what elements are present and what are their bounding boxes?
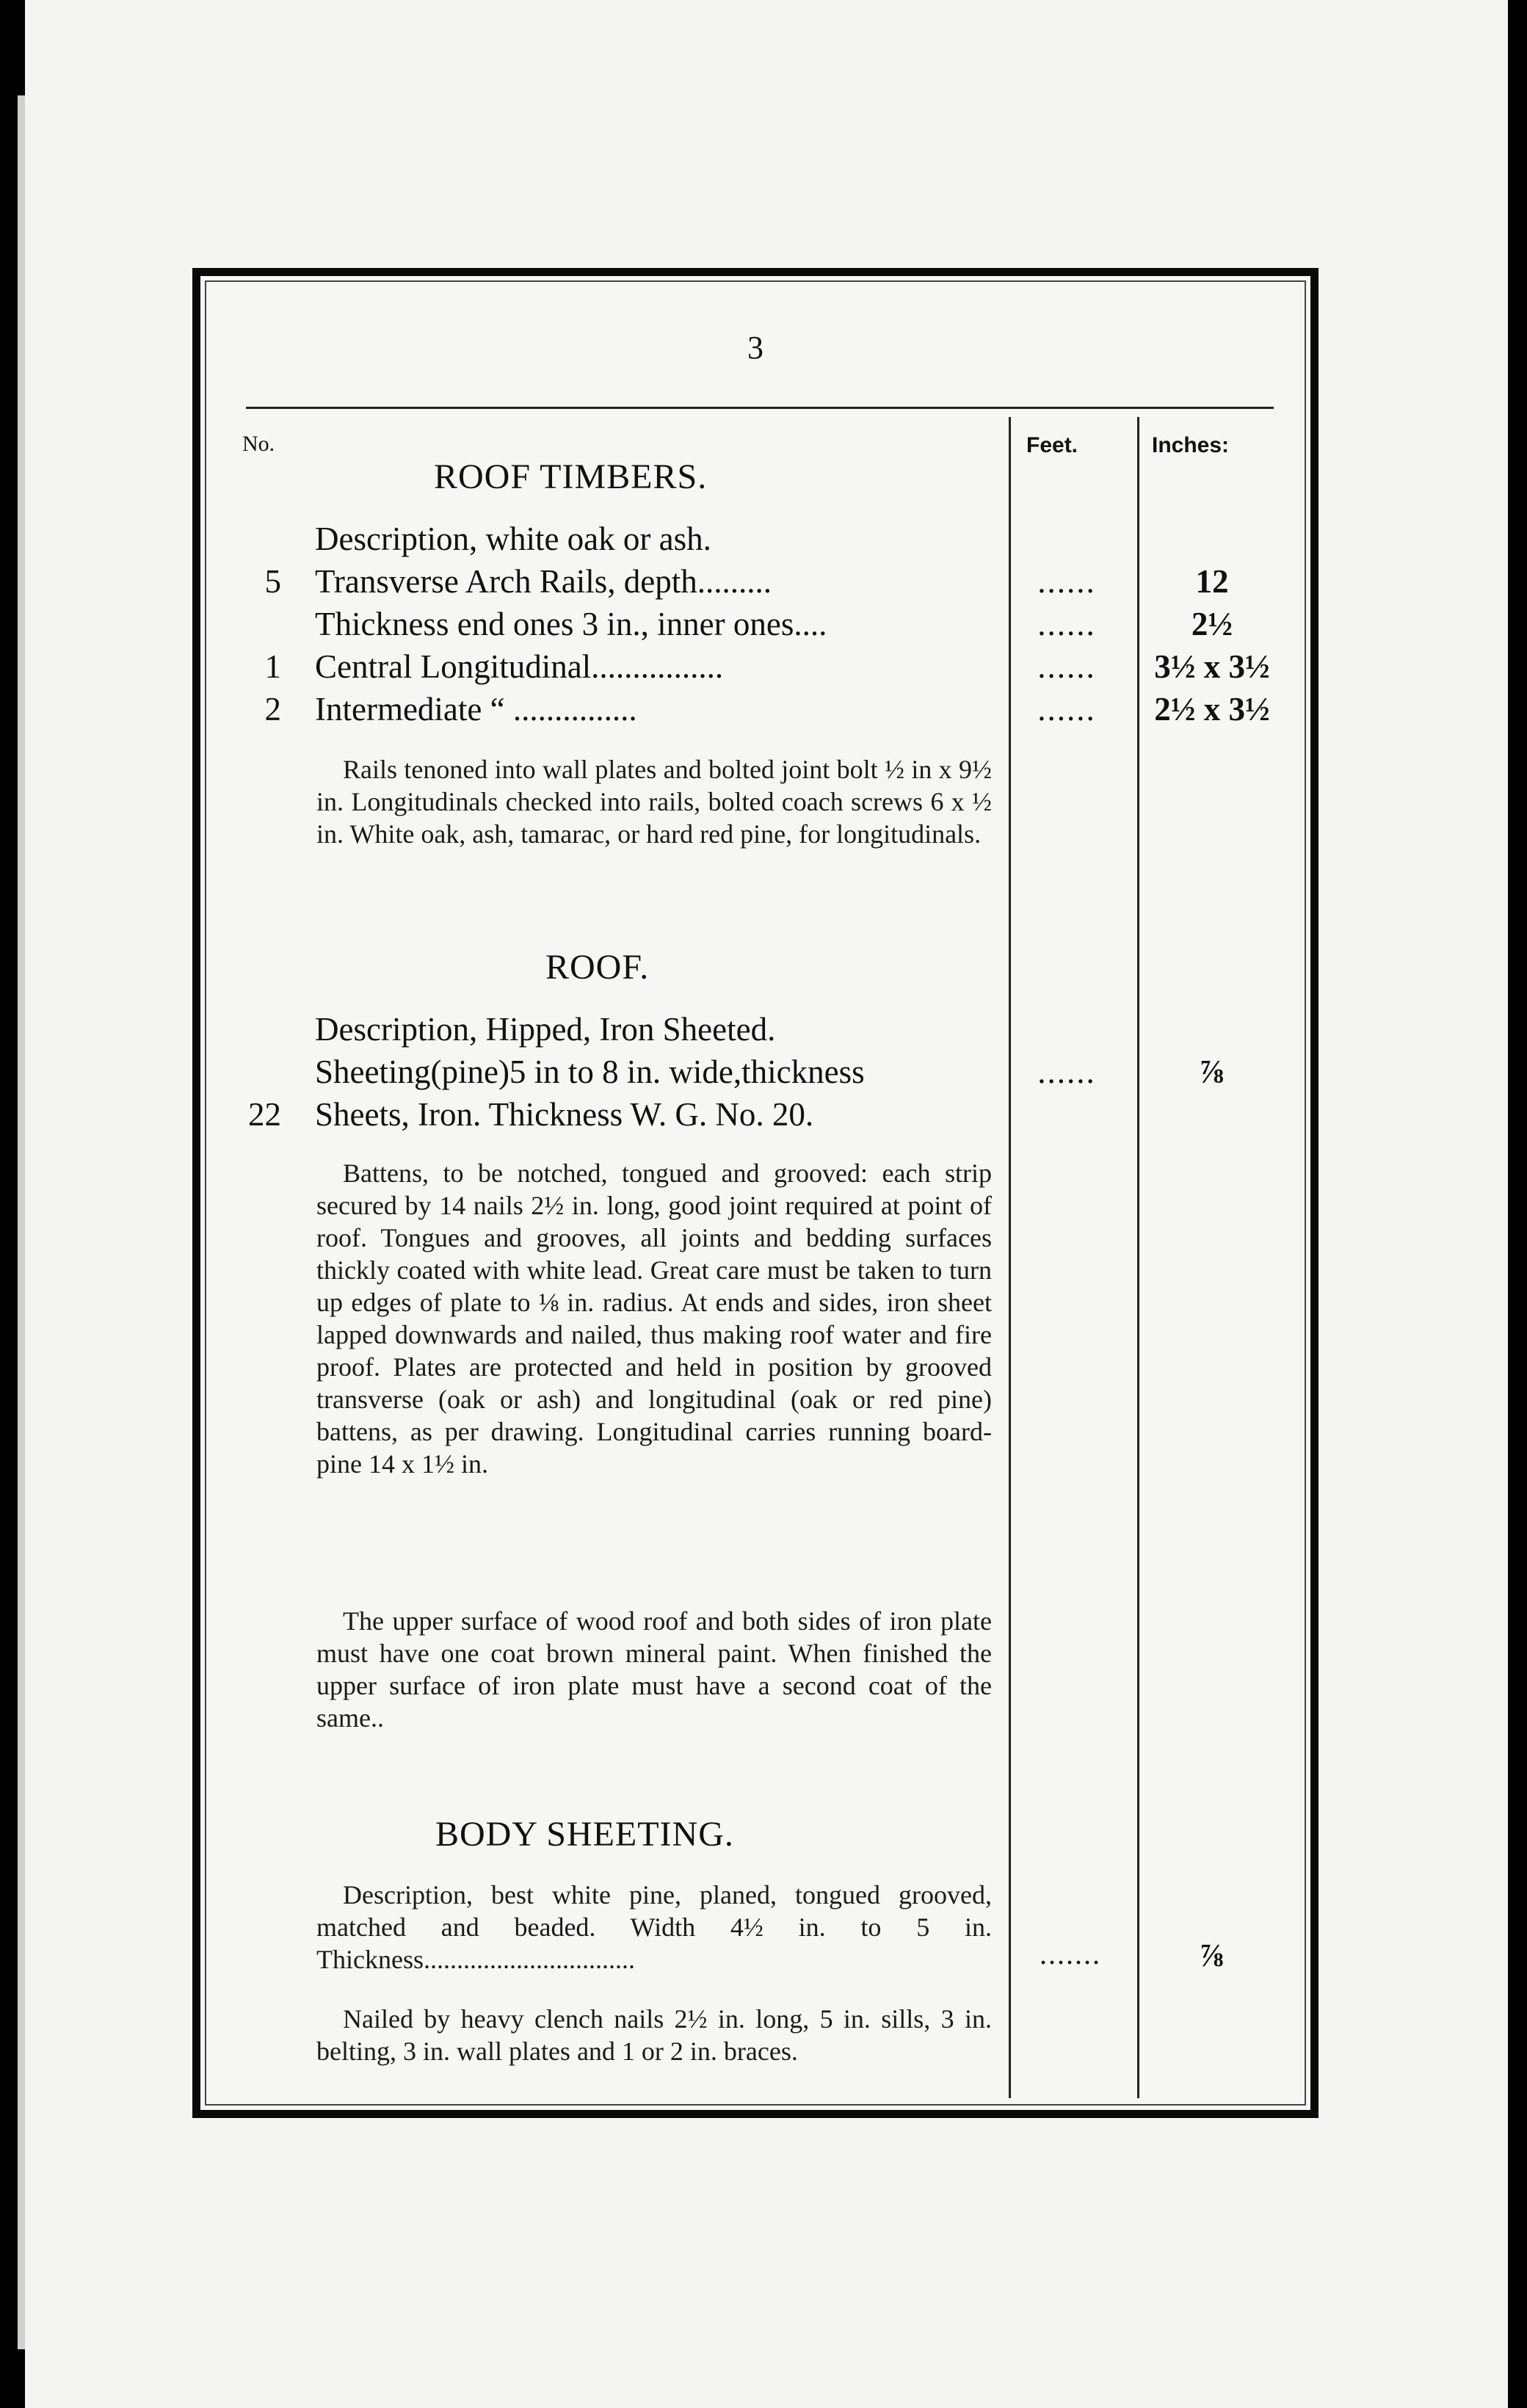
table-row	[200, 562, 1309, 602]
page-number: 3	[747, 330, 764, 366]
row-feet: ......	[1037, 691, 1096, 728]
section-title-roof: ROOF.	[545, 948, 650, 987]
table-row	[200, 690, 1309, 730]
previous-page-edge	[18, 95, 25, 2349]
row-description: Sheets, Iron. Thickness W. G. No. 20.	[315, 1096, 814, 1133]
row-feet: ......	[1037, 563, 1096, 600]
note-text: Nailed by heavy clench nails 2½ in. long, 5 in. sills, 3 in. belting, 3 in. wall plates and 1 or 2 in. braces.	[316, 2004, 992, 2066]
row-number: 22	[248, 1096, 281, 1133]
row-feet: ......	[1037, 648, 1096, 685]
body-sheeting-note	[316, 2003, 992, 2067]
feet-column-header: Feet.	[1026, 433, 1078, 457]
no-column-header: No.	[242, 432, 275, 456]
note-text: The upper surface of wood roof and both sides of iron plate must have one coat brown mineral paint. When finished the upper surface of iron plate must have a second coat of the same..	[316, 1606, 992, 1733]
inches-column-header: Inches:	[1152, 433, 1230, 457]
section-title-body-sheeting: BODY SHEETING.	[435, 1815, 734, 1854]
table-row	[200, 605, 1309, 645]
table-row	[200, 1095, 1309, 1135]
row-inches: 2½ x 3½	[1154, 691, 1270, 728]
row-inches: 3½ x 3½	[1154, 648, 1270, 685]
roof-note-battens	[316, 1157, 992, 1480]
note-text: Description, best white pine, planed, tongued grooved, matched and beaded. Width 4½ in. to 5 in. Thickness................................	[316, 1880, 992, 1974]
row-inches: 2½	[1191, 606, 1233, 642]
note-text: Rails tenoned into wall plates and bolted joint bolt ½ in x 9½ in. Longitudinals checked into rails, bolted coach screws 6 x ½ in. White oak, ash, tamarac, or hard red pine, for longitudinals.	[316, 755, 992, 849]
row-description: Description, white oak or ash.	[315, 521, 711, 557]
note-text: Battens, to be notched, tongued and grooved: each strip secured by 14 nails 2½ in. long, good joint required at point of roof. Tongues and grooves, all joints and bedding surfaces thickly coated with white lead. Great care must be taken to turn up edges of plate to ⅛ in. radius. At ends and sides, iron sheet lapped downwards and nailed, thus making roof water and fire proof. Plates are protected and held in position by grooved transverse (oak or ash) and longitudinal (oak or red pine) battens, as per drawing. Longitudinal carries running board-pine 14 x 1½ in.	[316, 1158, 992, 1479]
page	[25, 0, 1508, 2408]
page-frame	[192, 268, 1319, 2118]
row-inches: ⅞	[1200, 1054, 1225, 1090]
row-number: 5	[264, 563, 281, 600]
body-sheeting-inches: ⅞	[1200, 1937, 1225, 1973]
row-description: Description, Hipped, Iron Sheeted.	[315, 1011, 776, 1048]
row-description: Intermediate “ ...............	[315, 691, 637, 728]
roof-note-paint	[316, 1605, 992, 1734]
body-sheeting-feet: .......	[1040, 1937, 1101, 1970]
row-number: 2	[264, 691, 281, 728]
row-description: Central Longitudinal................	[315, 648, 724, 685]
table-row	[200, 1010, 1309, 1050]
row-feet: ......	[1037, 606, 1096, 642]
table-row	[200, 1053, 1309, 1092]
body-sheeting-description	[316, 1879, 992, 1976]
roof-timbers-note	[316, 753, 992, 850]
table-row	[200, 520, 1309, 559]
row-feet: ......	[1037, 1054, 1096, 1090]
row-description: Transverse Arch Rails, depth.........	[315, 563, 772, 600]
section-title-roof-timbers: ROOF TIMBERS.	[434, 457, 708, 496]
row-number: 1	[264, 648, 281, 685]
row-inches: 12	[1195, 563, 1229, 600]
table-row	[200, 648, 1309, 687]
film-edge	[0, 0, 18, 2408]
row-description: Thickness end ones 3 in., inner ones....	[315, 606, 827, 642]
header-rule	[246, 407, 1274, 409]
row-description: Sheeting(pine)5 in to 8 in. wide,thickness	[315, 1054, 865, 1090]
